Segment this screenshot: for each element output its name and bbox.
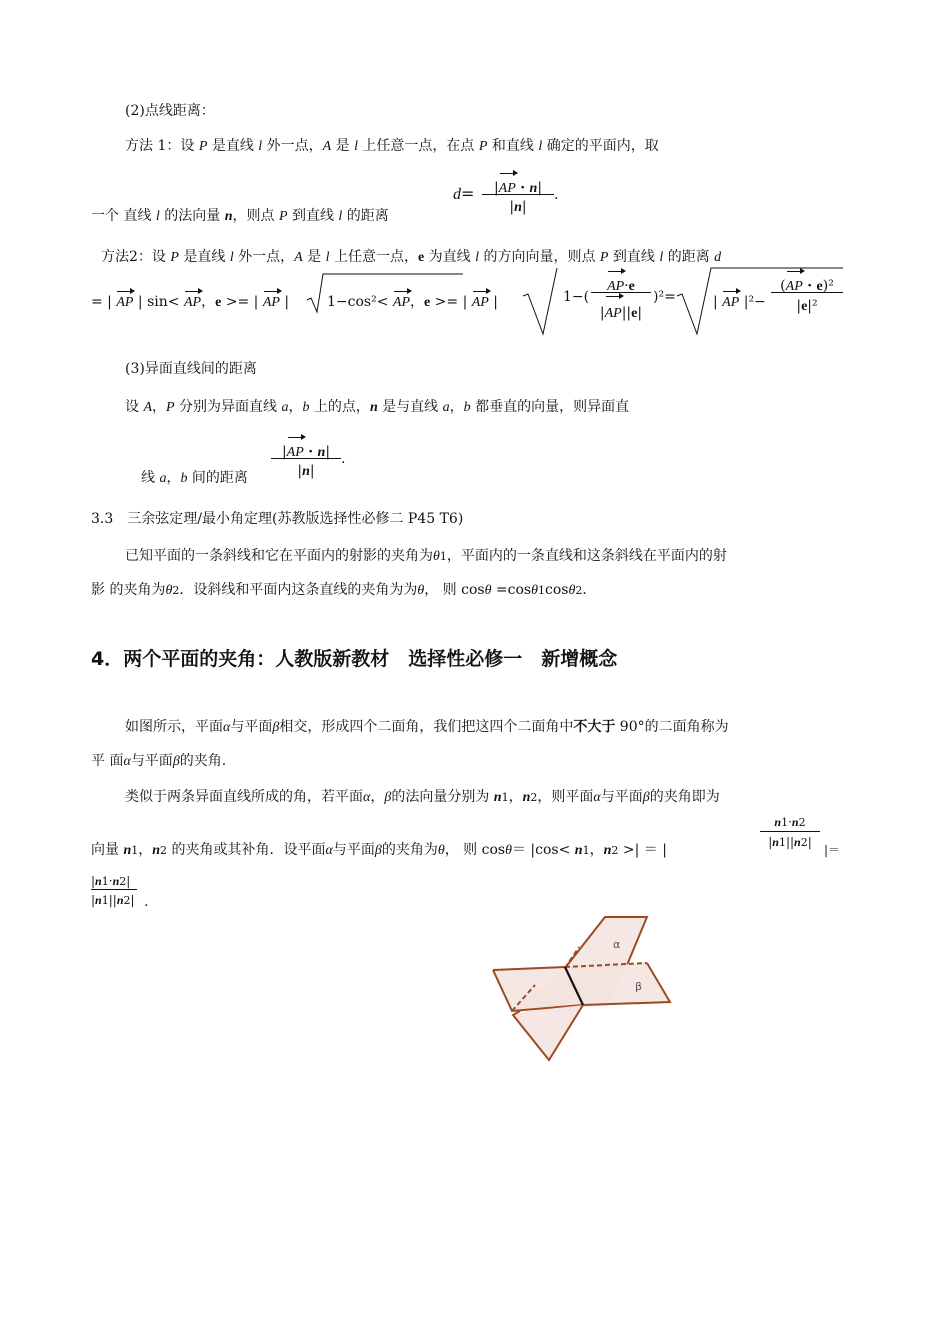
label-alpha: α [613, 938, 621, 951]
section4-period: . [144, 894, 149, 910]
intersecting-planes-diagram [485, 905, 685, 1065]
section3-period: . [341, 451, 346, 467]
section3-line1: 设 A，P 分别为异面直线 a，b 上的点，n 是与直线 a，b 都垂直的向量，则异面直 [125, 399, 630, 415]
section4-p1-line1: 如图所示，平面α与平面β相交，形成四个二面角，我们把这四个二面角中不大于 90°的二面角称为 [125, 719, 729, 735]
sqrt-sign-2 [521, 266, 561, 336]
section4-p2-line1: 类似于两条异面直线所成的角，若平面α，β的法向量分别为 n1，n2，则平面α与平面β的夹角即为 [125, 789, 720, 805]
section4-fraction-bottom: $\frac{|n1\cdot n2|}{|n1||n2|}$ [91, 873, 137, 908]
section4-heading: 4．两个平面的夹角：人教版新教材 选择性必修一 新增概念 [91, 648, 618, 670]
method1-d-symbol: d= [453, 184, 475, 203]
section3-line2: 线 a，b 间的距离 [141, 470, 248, 486]
label-beta: β [635, 980, 643, 993]
method1-line1: 方法 1：设 P 是直线 l 外一点，A 是 l 上任意一点，在点 P 和直线 l 确定的平面内，取 [125, 138, 659, 154]
section4-p2-line2: 向量 n1，n2 的夹角或其补角．设平面α与平面β的夹角为θ， 则 cosθ＝ |cos< n1，n2 >| ＝ | [91, 842, 667, 858]
section2-title: (2)点线距离： [125, 103, 215, 119]
method2-line1: 方法2：设 P 是直线 l 外一点，A 是 l 上任意一点，e 为直线 l 的方向向量，则点 P 到直线 l 的距离 d [101, 249, 722, 265]
section4-p1-line2: 平 面α与平面β的夹角. [91, 753, 227, 769]
method1-fraction: $\frac{|AP \cdot n|}{|n|}$ [482, 170, 554, 217]
section3-title: (3)异面直线间的距离 [125, 361, 257, 377]
section33-line1: 已知平面的一条斜线和它在平面内的射影的夹角为θ1，平面内的一条直线和这条斜线在平面内的射 [125, 548, 727, 564]
method1-line2: 一个 直线 l 的法向量 n，则点 P 到直线 l 的距离 [91, 208, 389, 224]
section33-line2: 影 的夹角为θ2．设斜线和平面内这条直线的夹角为为θ， 则 cosθ =cosθ1cosθ2． [91, 582, 597, 598]
method2-formula: = | AP | sin< AP，e >= | AP | 1−cos²< AP，e >= | AP | 1−( $\frac{AP\cdot e}{|AP||e|}$ )²= | AP |²− $\frac{\text{(AP · e)²}}{\text{|e|²}}$ [91, 266, 851, 336]
section33-title: 3.3 三余弦定理/最小角定理(苏教版选择性必修二 P45 T6) [91, 511, 464, 527]
section4-fraction-top: $\frac{n1\cdot n2}{|n1||n2|}$ [760, 814, 820, 850]
method1-period: . [554, 187, 559, 203]
section4-abs-close: |＝ [824, 843, 841, 857]
section3-fraction: $\frac{|AP \cdot n|}{|n|}$ [271, 434, 341, 481]
